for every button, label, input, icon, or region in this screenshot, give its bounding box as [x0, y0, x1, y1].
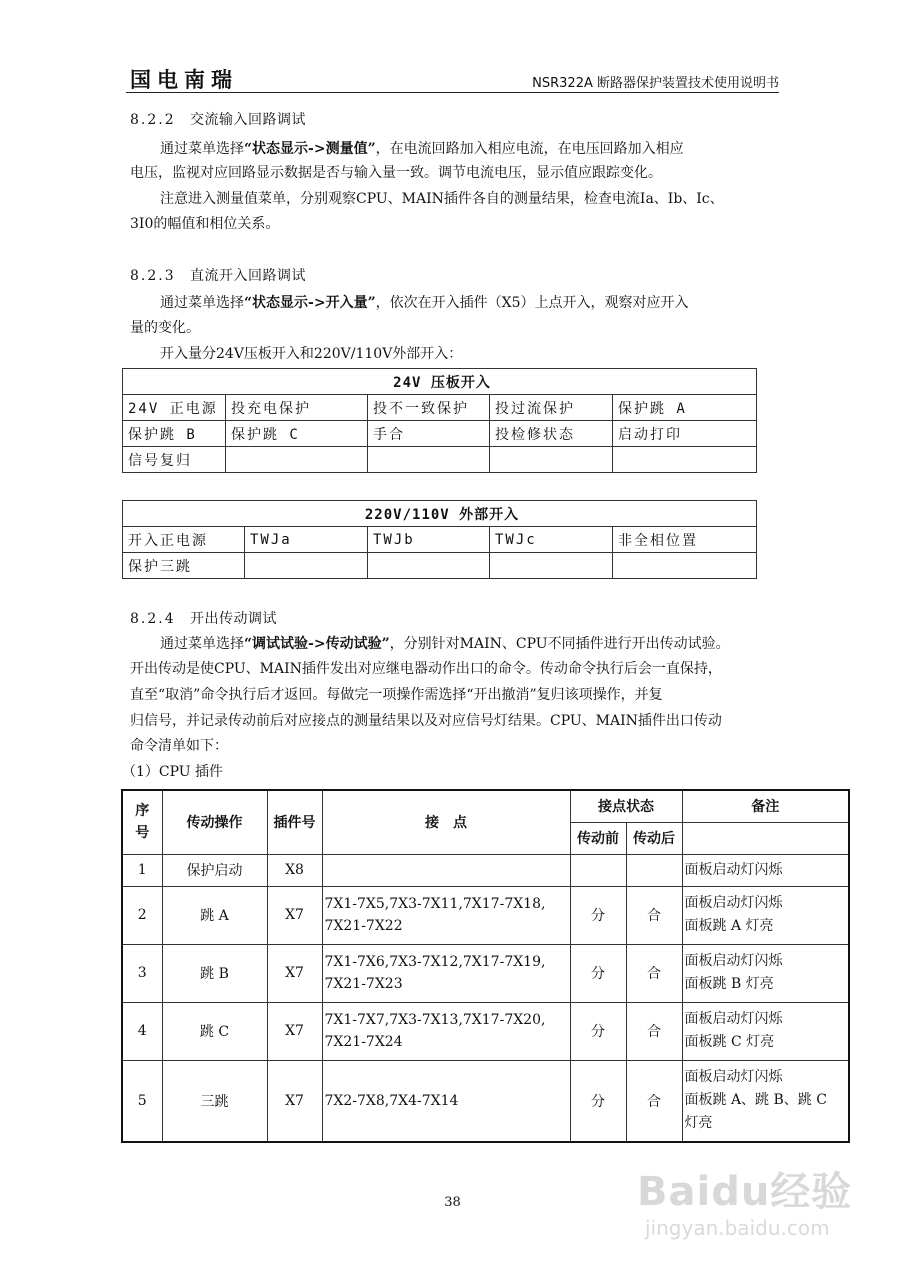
paragraph: 开出传动是使CPU、MAIN插件发出对应继电器动作出口的命令。传动命令执行后会一直保持，	[130, 661, 722, 677]
note-cell: 面板启动灯闪烁 面板跳 B 灯亮	[682, 944, 849, 1002]
table-row	[123, 553, 757, 579]
paragraph: 开入量分24V压板开入和220V/110V外部开入：	[160, 346, 463, 362]
table-cell: 保护跳 A	[613, 395, 757, 421]
section-heading: 8.2.3 直流开入回路调试	[130, 268, 306, 284]
paragraph: 量的变化。	[130, 320, 200, 336]
before-cell: 分	[570, 1002, 626, 1060]
table-row	[123, 421, 757, 447]
note-cell: 面板启动灯闪烁 面板跳 A、跳 B、跳 C 灯亮	[682, 1060, 849, 1142]
table-cell	[613, 447, 757, 473]
table-row	[122, 886, 849, 944]
table-cell: TWJc	[490, 527, 613, 553]
header-operation: 传动操作	[162, 790, 267, 854]
table-row	[123, 395, 757, 421]
section-heading: 8.2.4 开出传动调试	[130, 611, 277, 627]
header-plugin: 插件号	[267, 790, 322, 854]
table-title: 220V/110V 外部开入	[123, 501, 757, 527]
subsection-label: （1）CPU 插件	[122, 764, 224, 780]
op-cell: 三跳	[162, 1060, 267, 1142]
page-header	[126, 62, 779, 93]
plugin-cell: X7	[267, 1002, 322, 1060]
after-cell	[626, 854, 682, 886]
page-number: 38	[444, 1195, 461, 1210]
header-after: 传动后	[626, 822, 682, 854]
table-cell	[368, 447, 490, 473]
table-cell: TWJb	[368, 527, 490, 553]
note-cell: 面板启动灯闪烁 面板跳 A 灯亮	[682, 886, 849, 944]
table-cell: 开入正电源	[123, 527, 245, 553]
paragraph: 直至“取消”命令执行后才返回。每做完一项操作需选择“开出撤消”复归该项操作，并复	[130, 687, 663, 703]
paragraph: 命令清单如下：	[130, 738, 228, 754]
after-cell: 合	[626, 886, 682, 944]
contact-cell: 7X1-7X6,7X3-7X12,7X17-7X19, 7X21-7X23	[322, 944, 570, 1002]
contact-cell: 7X2-7X8,7X4-7X14	[322, 1060, 570, 1142]
table-cell: 手合	[368, 421, 490, 447]
paragraph: 电压，监视对应回路显示数据是否与输入量一致。调节电流电压，显示值应跟踪变化。	[130, 165, 662, 181]
table-cell	[226, 447, 368, 473]
contact-cell: 7X1-7X5,7X3-7X11,7X17-7X18, 7X21-7X22	[322, 886, 570, 944]
table-220v-inputs	[122, 500, 757, 579]
baidu-watermark	[637, 1150, 877, 1260]
table-cell	[613, 553, 757, 579]
table-cell	[245, 553, 368, 579]
table-cell: 启动打印	[613, 421, 757, 447]
table-row	[122, 1060, 849, 1142]
op-cell: 跳 C	[162, 1002, 267, 1060]
header-contact-state: 接点状态	[570, 790, 682, 822]
table-cell	[490, 553, 613, 579]
before-cell: 分	[570, 886, 626, 944]
after-cell: 合	[626, 1002, 682, 1060]
contact-cell	[322, 854, 570, 886]
paragraph: 注意进入测量值菜单，分别观察CPU、MAIN插件各自的测量结果，检查电流Ia、Ib、Ic、	[160, 191, 724, 207]
table-cell	[490, 447, 613, 473]
watermark-url: jingyan.baidu.com	[645, 1216, 830, 1240]
cpu-plugin-table	[121, 789, 850, 1143]
table-cell: 投过流保护	[490, 395, 613, 421]
seq-cell: 1	[122, 854, 162, 886]
table-cell: TWJa	[245, 527, 368, 553]
seq-cell: 3	[122, 944, 162, 1002]
seq-cell: 4	[122, 1002, 162, 1060]
plugin-cell: X7	[267, 1060, 322, 1142]
before-cell: 分	[570, 944, 626, 1002]
table-cell: 24V 正电源	[123, 395, 226, 421]
paragraph: 3I0的幅值和相位关系。	[130, 216, 280, 232]
company-logo: 国电南瑞	[130, 67, 238, 92]
table-24v-inputs	[122, 368, 757, 473]
paragraph: 通过菜单选择“调试试验->传动试验”，分别针对MAIN、CPU不同插件进行开出传动试验。	[160, 636, 730, 652]
table-cell: 保护三跳	[123, 553, 245, 579]
table-cell: 保护跳 B	[123, 421, 226, 447]
seq-cell: 2	[122, 886, 162, 944]
header-note-blank	[682, 822, 849, 854]
header-seq: 序号	[122, 790, 162, 854]
before-cell: 分	[570, 1060, 626, 1142]
table-cell: 投充电保护	[226, 395, 368, 421]
section-heading: 8.2.2 交流输入回路调试	[130, 112, 306, 128]
table-cell: 非全相位置	[613, 527, 757, 553]
paragraph: 归信号，并记录传动前后对应接点的测量结果以及对应信号灯结果。CPU、MAIN插件出口传动	[130, 713, 722, 729]
before-cell	[570, 854, 626, 886]
paragraph: 通过菜单选择“状态显示->测量值”，在电流回路加入相应电流，在电压回路加入相应	[160, 141, 684, 157]
after-cell: 合	[626, 1060, 682, 1142]
watermark-brand: Baidu经验	[637, 1169, 853, 1215]
header-contact: 接 点	[322, 790, 570, 854]
seq-cell: 5	[122, 1060, 162, 1142]
table-cell	[368, 553, 490, 579]
op-cell: 保护启动	[162, 854, 267, 886]
contact-cell: 7X1-7X7,7X3-7X13,7X17-7X20, 7X21-7X24	[322, 1002, 570, 1060]
table-title: 24V 压板开入	[123, 369, 757, 395]
header-before: 传动前	[570, 822, 626, 854]
document-title: NSR322A 断路器保护装置技术使用说明书	[532, 76, 779, 91]
paragraph: 通过菜单选择“状态显示->开入量”，依次在开入插件（X5）上点开入，观察对应开入	[160, 295, 689, 311]
plugin-cell: X7	[267, 886, 322, 944]
table-cell: 保护跳 C	[226, 421, 368, 447]
op-cell: 跳 B	[162, 944, 267, 1002]
after-cell: 合	[626, 944, 682, 1002]
table-row	[122, 854, 849, 886]
table-cell: 投不一致保护	[368, 395, 490, 421]
table-row	[123, 527, 757, 553]
table-row	[123, 447, 757, 473]
note-cell: 面板启动灯闪烁	[682, 854, 849, 886]
table-cell: 投检修状态	[490, 421, 613, 447]
op-cell: 跳 A	[162, 886, 267, 944]
table-cell: 信号复归	[123, 447, 226, 473]
note-cell: 面板启动灯闪烁 面板跳 C 灯亮	[682, 1002, 849, 1060]
plugin-cell: X8	[267, 854, 322, 886]
plugin-cell: X7	[267, 944, 322, 1002]
header-note: 备注	[682, 790, 849, 822]
table-row	[122, 1002, 849, 1060]
table-row	[122, 944, 849, 1002]
